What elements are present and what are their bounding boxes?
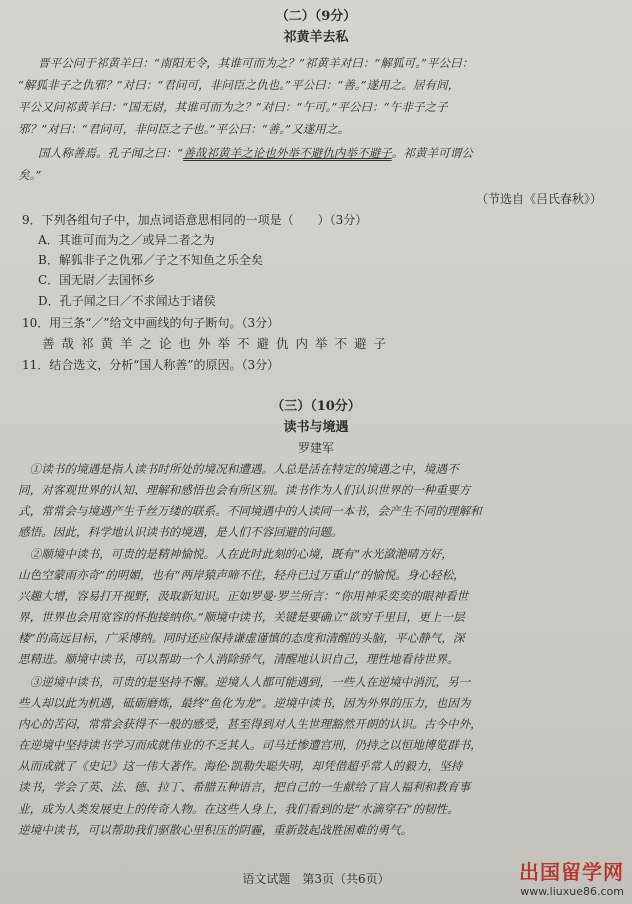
article-line: 些人却以此为机遇，砥砺磨炼，最终“鱼化为龙”。逆境中读书，因为外界的压力，也因为 [18, 696, 471, 710]
article-line: 从而成就了《史记》这一伟大著作。海伦·凯勒失聪失明，却凭借超乎常人的毅力，坚持 [18, 759, 463, 773]
article-line: ②顺境中读书，可贵的是精神愉悦。人在此时此刻的心境，既有“水光潋滟晴方好， [18, 547, 453, 561]
passage-text: 。祁黄羊可谓公 [391, 146, 473, 160]
article-line: 感悟。因此，科学地认识读书的境遇，是人们不容回避的问题。 [18, 525, 343, 539]
passage-line: 邪？”对曰：“君问可，非问臣之子也。”平公曰：“善。”又遂用之。 [18, 122, 350, 136]
passage-line-underlined [38, 146, 473, 160]
passage-line: 平公又问祁黄羊曰：“国无尉，其谁可而为之？”对曰：“午可。”平公曰：“午非子之子 [18, 100, 448, 114]
underlined-sentence: 善哉祁黄羊之论也外举不避仇内举不避子 [183, 146, 392, 160]
passage-line: 晋平公问于祁黄羊曰：“南阳无令，其谁可而为之？”祁黄羊对曰：“解狐可。”平公曰： [38, 56, 474, 70]
article-line: 山色空蒙雨亦奇”的明媚，也有“两岸猿声啼不住，轻舟已过万重山”的愉悦。身心轻松， [18, 568, 465, 582]
section2-title: 祁黄羊去私 [283, 30, 349, 45]
option-a: A．其谁可而为之／或异二者之为 [38, 233, 215, 247]
source-citation: （节选自《吕氏春秋》） [475, 192, 602, 206]
option-d: D．孔子闻之曰／不求闻达于诸侯 [38, 294, 216, 308]
question-11: 11．结合选文，分析“国人称善”的原因。（3分） [22, 358, 280, 372]
article-line: 界，世界也会用宽容的怀抱接纳你。”顺境中读书，关键是要确立“欲穷千里目，更上一层 [18, 610, 465, 624]
passage-text: 国人称善焉。孔子闻之曰：“ [38, 146, 184, 160]
article-line: 逆境中读书，可以帮助我们驱散心里积压的阴霾，重新鼓起战胜困难的勇气。 [18, 823, 413, 837]
article-line: ③逆境中读书，可贵的是坚持不懈。逆境人人都可能遇到，一些人在逆境中消沉，另一 [18, 675, 471, 689]
option-b: B．解狐非子之仇邪／子之不知鱼之乐全矣 [38, 253, 263, 267]
passage-line: “解狐非子之仇邪？”对曰：“君问可，非问臣之仇也。”平公曰：“善。”遂用之。居有间， [18, 78, 460, 92]
section3-author: 罗建军 [297, 441, 334, 455]
page-footer: 语文试题 第3页（共6页） [242, 872, 390, 886]
site-watermark [519, 856, 624, 898]
article-line: 业，成为人类发展史上的传奇人物。在这些人身上，我们看到的是“水滴穿石”的韧性。 [18, 802, 459, 816]
question-10: 10．用三条“／”给文中画线的句子断句。（3分） [22, 316, 280, 330]
article-line: 内心的苦闷，常常会获得不一般的感受，甚至得到对人生世理豁然开朗的认识。古今中外， [18, 717, 482, 731]
section3-title: 读书与境遇 [283, 420, 349, 435]
question-9: 9．下列各组句子中，加点词语意思相同的一项是（ ）（3分） [22, 213, 368, 227]
article-line: 读书，学会了英、法、德、拉丁、希腊五种语言，把自己的一生献给了盲人福利和教育事 [18, 780, 471, 794]
section3-header: （三）（10分） [271, 399, 361, 414]
article-line: ①读书的境遇是指人读书时所处的境况和遭遇。人总是活在特定的境遇之中，境遇不 [18, 462, 459, 476]
article-line: 在逆境中坚持读书学习而成就伟业的不乏其人。司马迁惨遭宫刑，仍持之以恒地博览群书， [18, 738, 482, 752]
section2-header: （二）（9分） [275, 9, 357, 24]
article-line: 同，对客观世界的认知、理解和感悟也会有所区别。读书作为人们认识世界的一种重要方 [18, 483, 471, 497]
article-line: 楼”的高远目标，广采博纳。同时还应保持谦虚谨慎的态度和清醒的头脑，平心静气，深 [18, 631, 465, 645]
passage-line: 矣。” [18, 168, 42, 182]
option-c: C．国无尉／去国怀乡 [38, 273, 156, 287]
watermark-url: www.liuxue86.com [520, 885, 624, 898]
article-line: 式，常常会与境遇产生千丝万缕的联系。不同境遇中的人读同一本书，会产生不同的理解和 [18, 504, 482, 518]
segment-sentence: 善哉祁黄羊之论也外举不避仇内举不避子 [42, 336, 394, 351]
watermark-title: 出国留学网 [519, 860, 624, 884]
article-line: 思精进。顺境中读书，可以帮助一个人消除骄气，清醒地认识自己，理性地看待世界。 [18, 652, 459, 666]
article-line: 兴趣大增，容易打开视野，汲取新知识。正如罗曼·罗兰所言：“你用神采奕奕的眼神看世 [18, 589, 469, 603]
